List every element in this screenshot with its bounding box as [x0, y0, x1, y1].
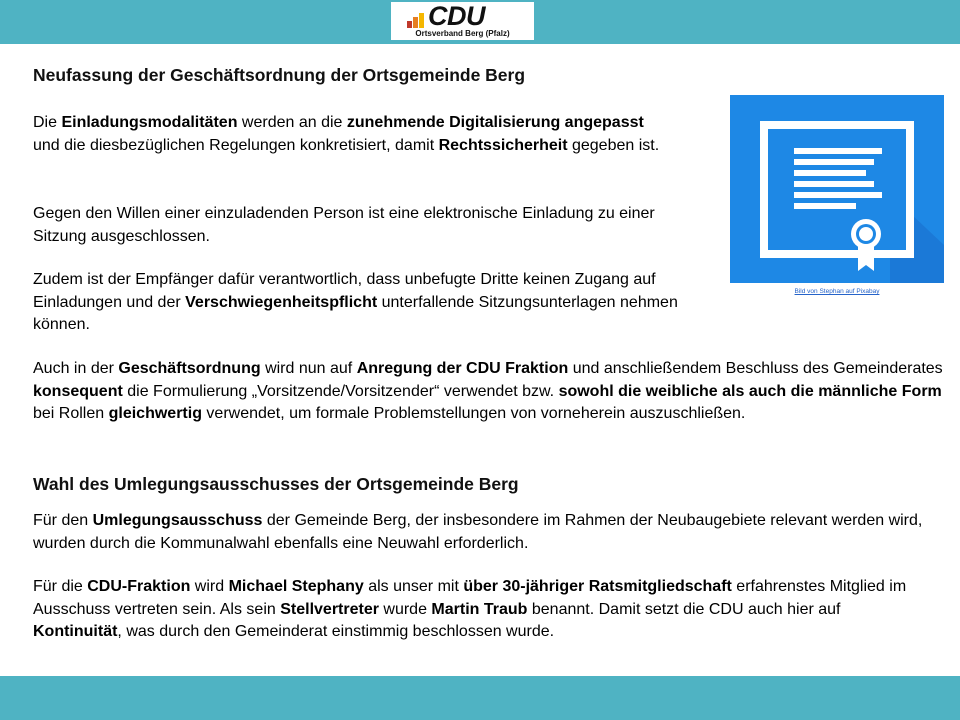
- emphasis-text: CDU-Fraktion: [87, 578, 191, 595]
- section1-paragraph-3: [33, 269, 693, 337]
- body-text: wird nun auf: [260, 360, 357, 377]
- body-text: und anschließendem Beschluss des Gemeinderates: [568, 360, 943, 377]
- logo-bars-icon: [407, 13, 427, 28]
- certificate-icon: [730, 95, 944, 283]
- section1-paragraph-2: [33, 203, 693, 248]
- body-text: benannt. Damit setzt die CDU auch hier auf: [527, 600, 841, 618]
- bottom-banner: [0, 676, 960, 720]
- body-text: und die diesbezüglichen Regelungen konkretisiert, damit: [33, 136, 439, 154]
- emphasis-text: zunehmende Digitalisierung angepasst: [346, 114, 644, 131]
- logo-subtitle: Ortsverband Berg (Pfalz): [415, 29, 510, 38]
- body-text: werden an die: [237, 114, 347, 131]
- emphasis-text: Michael Stephany: [228, 578, 364, 595]
- body-text: Für die: [33, 578, 88, 595]
- emphasis-text: Einladungsmodalitäten: [61, 114, 238, 131]
- section1-paragraph-1: [33, 112, 673, 157]
- body-text: Zudem ist der Empfänger dafür verantwortlich, dass unbefugte Dritte keinen Zugang auf Einladungen und der: [33, 271, 656, 311]
- emphasis-text: Geschäftsordnung: [118, 360, 261, 377]
- body-text: wurde: [378, 600, 432, 618]
- body-text: , was durch den Gemeinderat einstimmig beschlossen wurde.: [117, 623, 555, 640]
- body-text: bei Rollen: [33, 405, 109, 422]
- body-text: unterfallende Sitzungsunterlagen nehmen können.: [33, 293, 678, 333]
- body-text: Die: [33, 114, 62, 131]
- body-text: der Gemeinde Berg, der insbesondere im Rahmen der Neubaugebiete relevant werden wird, wurden durch die Kommunalwahl ebenfalls eine Neuwahl erforderlich.: [33, 512, 923, 552]
- image-credit-link[interactable]: Bild von Stephan auf Pixabay: [794, 288, 880, 295]
- emphasis-text: Stellvertreter: [280, 600, 379, 618]
- section2-paragraph-2: [33, 576, 933, 644]
- body-text: gegeben ist.: [567, 136, 660, 154]
- section2-heading: Wahl des Umlegungsausschusses der Ortsgemeinde Berg: [33, 474, 519, 494]
- emphasis-text: Verschwiegenheitspflicht: [185, 293, 378, 311]
- cdu-logo: [391, 2, 534, 40]
- emphasis-text: Martin Traub: [431, 600, 528, 618]
- emphasis-text: Kontinuität: [33, 623, 118, 640]
- body-text: wird: [190, 578, 229, 595]
- body-text: Gegen den Willen einer einzuladenden Person ist eine elektronische Einladung zu einer Sitzung ausgeschlossen.: [33, 205, 655, 245]
- emphasis-text: Umlegungsausschuss: [92, 512, 263, 529]
- emphasis-text: sowohl die weibliche als auch die männliche Form: [558, 382, 942, 400]
- body-text: Auch in der: [33, 360, 119, 377]
- logo-wordmark: CDU: [428, 1, 485, 31]
- body-text: erfahrenstes Mitglied im Ausschuss vertreten sein. Als sein: [33, 578, 907, 618]
- body-text: Für den: [33, 512, 93, 529]
- body-text: als unser mit: [363, 578, 464, 595]
- emphasis-text: gleichwertig: [108, 405, 202, 422]
- emphasis-text: konsequent: [33, 382, 123, 400]
- emphasis-text: über 30-jähriger Ratsmitgliedschaft: [463, 578, 732, 595]
- body-text: die Formulierung „Vorsitzende/Vorsitzender“ verwendet bzw.: [122, 382, 559, 400]
- section1-paragraph-4: [33, 358, 945, 426]
- section1-heading: Neufassung der Geschäftsordnung der Ortsgemeinde Berg: [33, 65, 526, 85]
- emphasis-text: Rechtssicherheit: [438, 136, 568, 154]
- body-text: verwendet, um formale Problemstellungen von vorneherein auszuschließen.: [201, 405, 746, 422]
- section2-paragraph-1: [33, 510, 933, 555]
- emphasis-text: Anregung der CDU Fraktion: [356, 360, 569, 377]
